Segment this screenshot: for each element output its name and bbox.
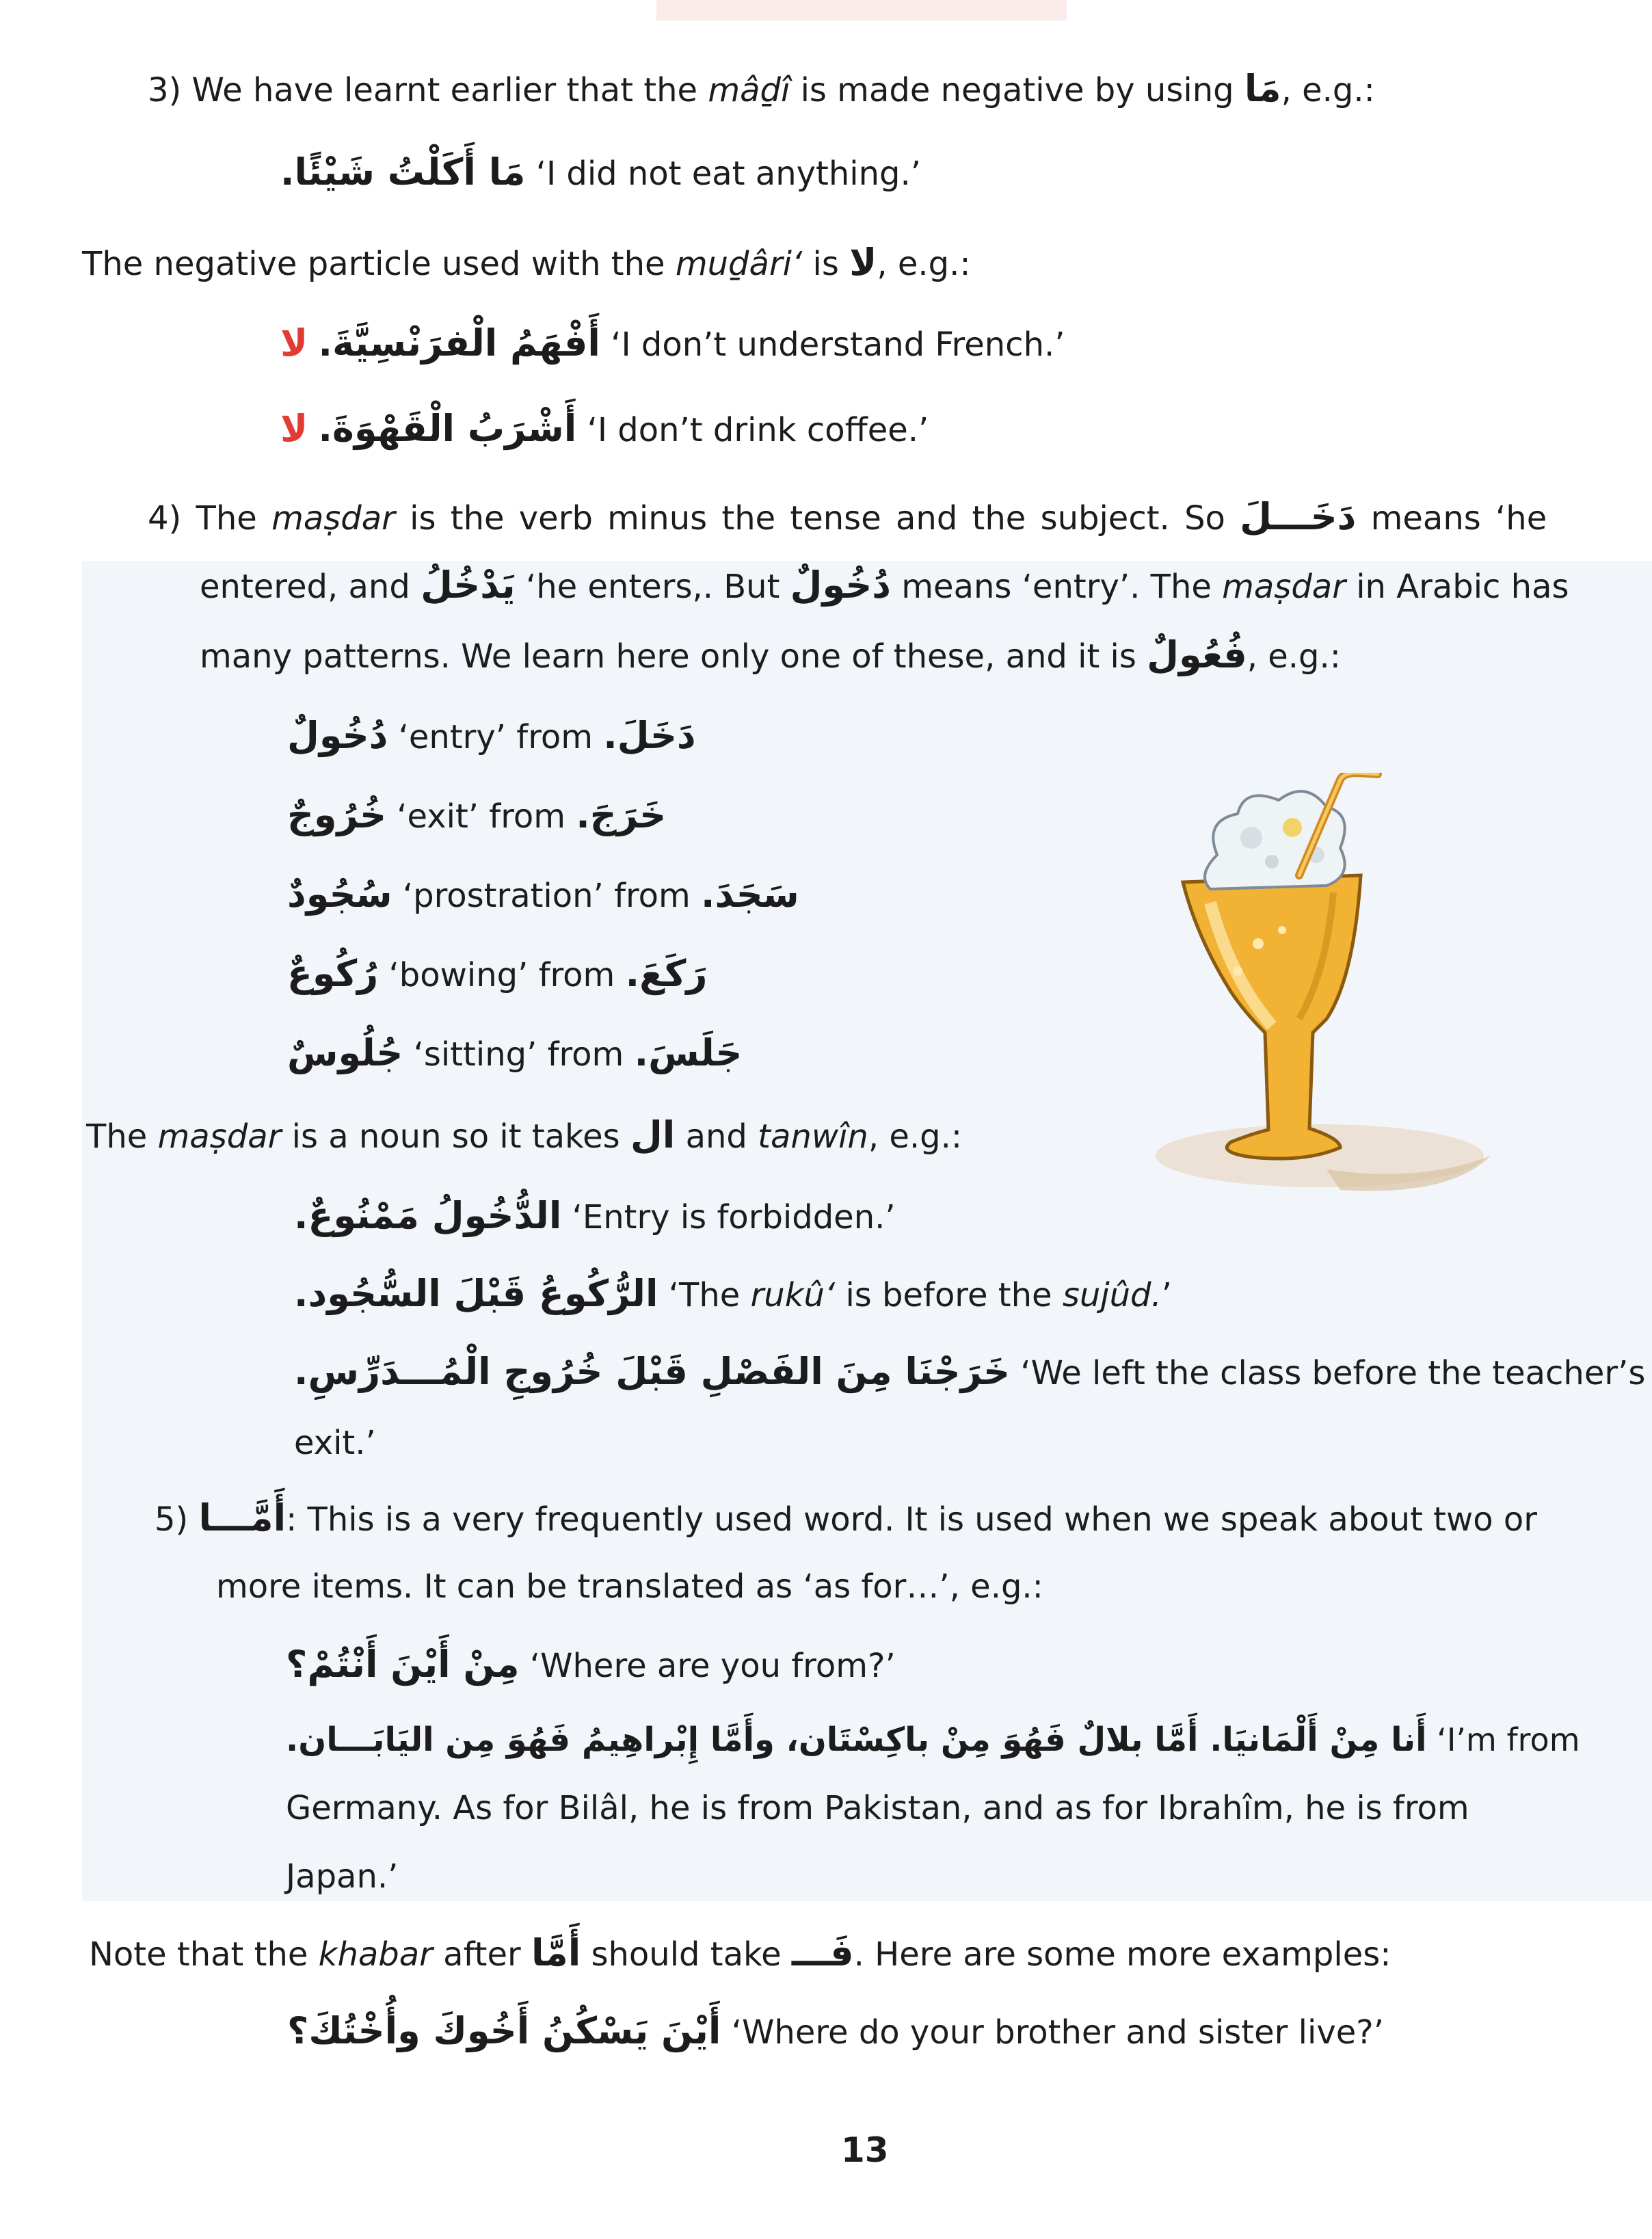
s4-noun-line: The maṣdar is a noun so it takes ال and tanwîn, e.g.:: [86, 1113, 963, 1156]
s4-line3: many patterns. We learn here only one of these, and it is فُعُولٌ, e.g.:: [200, 633, 1341, 676]
s5-note: Note that the khabar after أَمَّا should take فَـــ. Here are some more examples:: [89, 1931, 1391, 1974]
s5-answer-line1: أَنا مِنْ أَلْمَانيَا. أَمَّا بلالٌ فَهُوَ مِنْ باكِسْتَان، وأَمَّا إِبْراهِيمُ فَهُوَ مِن اليَابَـــان. ‘I’m from: [286, 1721, 1580, 1759]
s4-example2: الرُّكُوعُ قَبْلَ السُّجُود. ‘The rukû‘ is before the sujûd.’: [294, 1272, 1172, 1315]
negative-particle: لا: [280, 321, 308, 365]
s5-question: مِنْ أَيْنَ أَنْتُمْ؟ ‘Where are you from?’: [286, 1643, 896, 1686]
s3-example2: أَفْهَمُ الْفرَنْسِيَّةَ. لا ‘I don’t understand French.’: [280, 321, 1065, 365]
masdar-item: جُلُوسٌ ‘sitting’ from جَلَسَ.: [287, 1031, 743, 1074]
s3-line1: 3) We have learnt earlier that the mâḏî is made negative by using مَا, e.g.:: [148, 67, 1375, 110]
negative-particle: لا: [280, 407, 308, 450]
milkshake-glass-icon: [1135, 773, 1518, 1224]
s5-answer-line2: Germany. As for Bilâl, he is from Pakistan, and as for Ibrahîm, he is from: [286, 1789, 1469, 1827]
s4-line2: entered, and يَدْخُلُ ‘he enters,. But دُخُولٌ means ‘entry’. The maṣdar in Arabic has: [200, 564, 1569, 607]
s5-last-example: أَيْنَ يَسْكُنُ أَخُوكَ وأُخْتُكَ؟ ‘Where do your brother and sister live?’: [287, 2009, 1384, 2052]
s3-example3: أَشْرَبُ الْقَهْوَةَ. لا ‘I don’t drink coffee.’: [280, 407, 929, 450]
s5-line2: more items. It can be translated as ‘as for…’, e.g.:: [216, 1567, 1043, 1606]
masdar-item: خُرُوجٌ ‘exit’ from خَرَجَ.: [287, 793, 667, 836]
masdar-item: دُخُولٌ ‘entry’ from دَخَلَ.: [287, 714, 696, 757]
s4-example1: الدُّخُولُ مَمْنُوعٌ. ‘Entry is forbidden.’: [294, 1194, 896, 1237]
s4-line1: 4) The maṣdar is the verb minus the tense and the subject. So دَخَـــلَ means ‘he: [148, 495, 1547, 538]
arabic-text: مَا أَكَلْتُ شَيْئًا.: [280, 150, 526, 194]
page-number: 13: [841, 2130, 889, 2170]
s5-line1: 5) أَمَّـــا: This is a very frequently used word. It is used when we speak about two or: [155, 1496, 1537, 1539]
masdar-item: سُجُودٌ ‘prostration’ from سَجَدَ.: [287, 873, 799, 916]
top-edge-strip: [656, 0, 1067, 21]
masdar-item: رُكُوعٌ ‘bowing’ from رَكَعَ.: [287, 952, 708, 995]
s3-neg-particle-line: The negative particle used with the muḏâri‘ is لا, e.g.:: [82, 241, 971, 284]
s5-answer-line3: Japan.’: [286, 1857, 399, 1896]
s4-example3: خَرَجْنَا مِنَ الفَصْلِ قَبْلَ خُرُوجِ الْمُـــدَرِّسِ. ‘We left the class before the teacher’s: [294, 1350, 1646, 1393]
s3-example1: مَا أَكَلْتُ شَيْئًا. ‘I did not eat anything.’: [280, 150, 922, 194]
s4-example3-cont: exit.’: [294, 1424, 376, 1462]
